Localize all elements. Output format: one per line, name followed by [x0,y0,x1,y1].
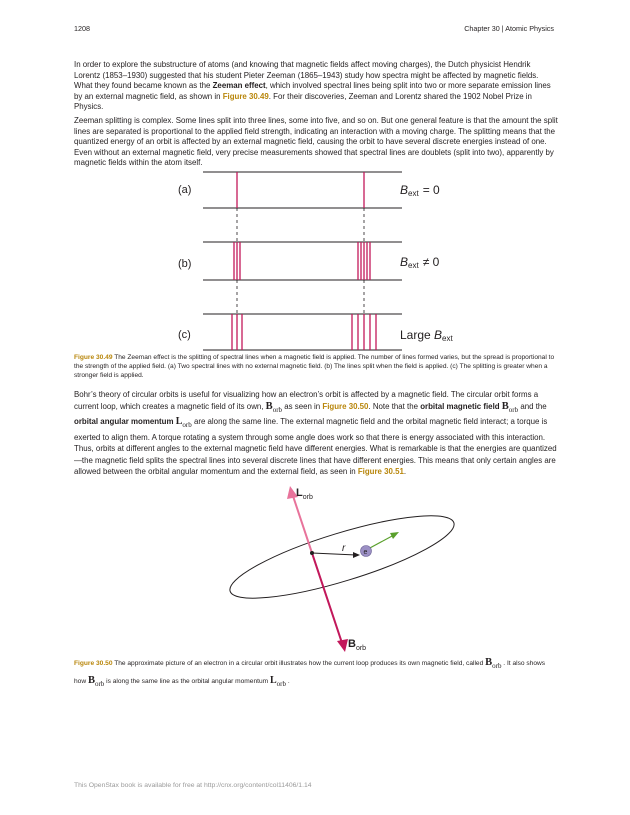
electron-label: e [363,549,368,556]
paragraph-zeeman-intro: In order to explore the substructure of atoms (and knowing that magnetic fields affect moving charges), the Dutch physicist Hendrik Lorentz (1853–1930) suggested that his student Pieter Zeeman (1865–1943) study how spectra might be affected by magnetic fields. What they found became known as the Zeeman effect, which involved spectral lines being split into two or more separate emission lines by an external magnetic field, as shown in Figure 30.49. For their discoveries, Zeeman and Lorentz shared the 1902 Nobel Prize in Physics. [74,60,551,112]
L-orb-label: Lorb [296,487,313,501]
footer-availability: This OpenStax book is available for free at http://cnx.org/content/col11406/1.14 [74,782,312,789]
B-orb-label: Borb [348,638,367,652]
magnetic-field-arrow [312,553,342,643]
caption-label-30-50: Figure 30.50 [74,660,113,667]
figure-ref-30-50[interactable]: Figure 30.50 [322,401,369,411]
figure-ref-30-51[interactable]: Figure 30.51 [357,467,404,477]
velocity-arrow [368,535,394,549]
radius-label: r [342,543,346,554]
paragraph-zeeman-splitting: Zeeman splitting is complex. Some lines split into three lines, some into five, and so on. But one general feature is that the amount the split lines are separated is proportional to the applied field strength, indicating an interaction with a moving charge. The splitting means that the quantized energy of an orbit is affected by an external magnetic field, causing the orbit to have several discrete energies instead of one. Even without an external magnetic field, very precise measurements showed that spectral lines are doublets (split into two), apparently by magnetic fields within the atom itself. [74,116,558,168]
chapter-title: Chapter 30 | Atomic Physics [464,24,554,33]
orbit-ellipse [223,500,461,614]
angular-momentum-arrow [293,496,312,553]
radius-arrowhead [353,552,360,558]
radius-line [312,553,356,555]
figure-30-50-diagram [223,486,461,652]
panel-label-b: (b) [178,258,192,270]
nucleus-dot [310,551,314,555]
panel-label-c: (c) [178,329,191,341]
page-number: 1208 [74,24,90,33]
caption-30-50: Figure 30.50 The approximate picture of an electron in a circular orbit illustrates how the current loop produces its own magnetic field, called $B_{orb}$ . It also shows how $B_{orb}$ is along the same line as the orbital angular momentum $L_{orb}$ . [74,657,546,688]
spectral-lines [232,172,376,350]
figure-ref-30-49[interactable]: Figure 30.49 [222,91,269,101]
field-label-c: Large Bext [400,328,453,343]
horizontal-rules [203,172,402,350]
dashed-guides [237,208,364,314]
paragraph-bohr-orbits: Bohr’s theory of circular orbits is useful for visualizing how an electron’s orbit is affected by a magnetic field. The circular orbit forms a current loop, which creates a magnetic field of its own, $B_{orb}$ as seen in Figure 30.50. Note that the orbital magnetic field $B_{orb}$ and the orbital angular momentum $L_{orb}$ are along the same line. The external magnetic field and the orbital magnetic field interact; a torque is exerted to align them. A torque rotating a system through some angle does work so that there is energy associated with this interaction. Thus, orbits at different angles to the external magnetic field have different energies. What is remarkable is that the energies are quantized—the magnetic field splits the spectral lines into several discrete lines that have different energies. This means that only certain angles are allowed between the orbital angular momentum and the external field, as seen in Figure 30.51. [74,390,557,477]
field-label-a: Bext = 0 [400,183,440,198]
caption-label-30-49: Figure 30.49 [74,354,113,361]
caption-30-49: Figure 30.49 The Zeeman effect is the splitting of spectral lines when a magnetic field is applied. The number of lines formed varies, but the spread is proportional to the strength of the applied field. (a) Two spectral lines with no external magnetic field. (b) The lines split when the field is applied. (c) The splitting is greater when a stronger field is applied. [74,354,555,379]
panel-label-a: (a) [178,184,192,196]
zeeman-effect-term: Zeeman effect [212,81,266,91]
field-label-b: Bext ≠ 0 [400,255,440,270]
magnetic-field-arrowhead [337,639,348,652]
velocity-arrowhead [390,532,399,539]
